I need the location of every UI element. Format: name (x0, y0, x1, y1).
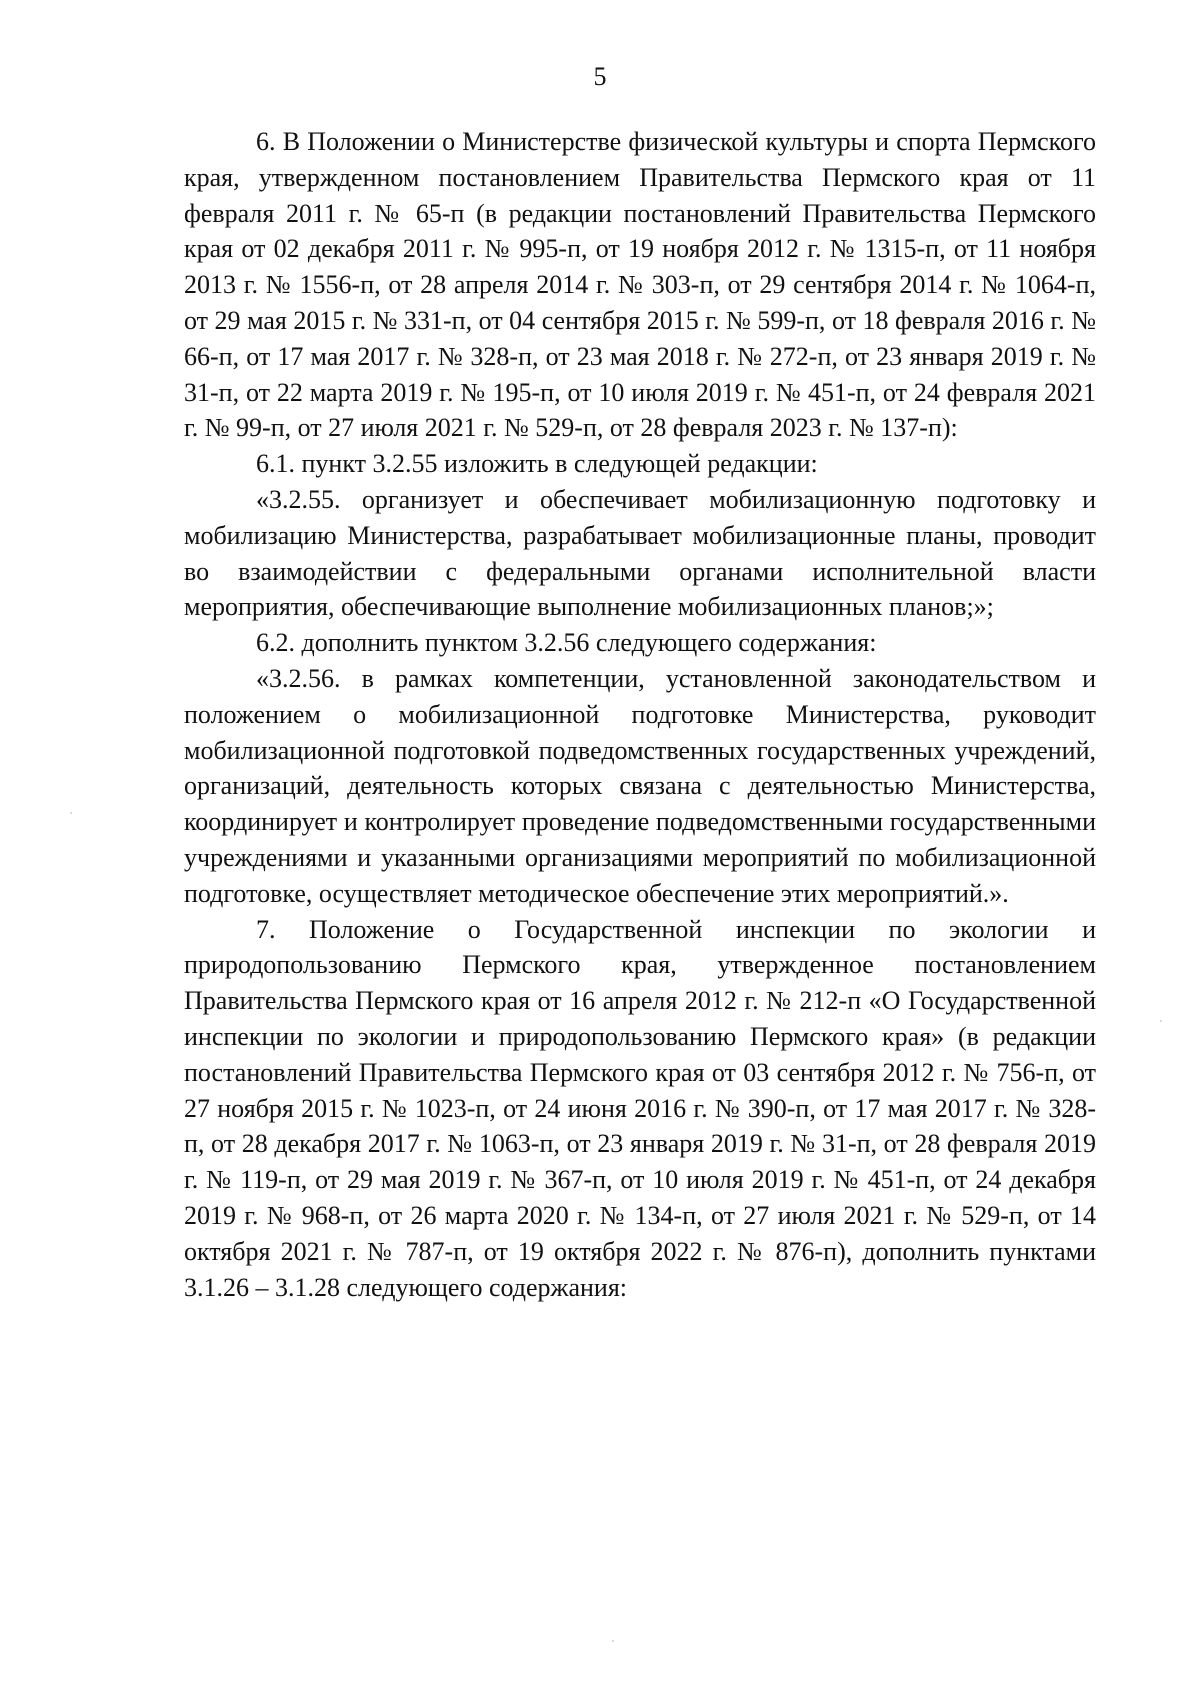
paragraph-quote-3-2-56: «3.2.56. в рамках компетенции, установленной законодательством и положением о мобилизационной подготовке Министерства, руководит мобилизационной подготовкой подведомственных государственных учреждений, организаций, деятельность которых связана с деятельностью Министерства, координирует и контролирует проведение подведомственными государственными учреждениями и указанными организациями мероприятий по мобилизационной подготовке, осуществляет методическое обеспечение этих мероприятий.». (184, 663, 1096, 908)
paragraph-item-6-2: 6.2. дополнить пунктом 3.2.56 следующего содержания: (256, 628, 877, 658)
scan-artifact (1160, 1020, 1162, 1022)
paragraph-item-7: 7. Положение о Государственной инспекции по экологии и природопользованию Пермского края, утвержденное постановлением Правительства Пермского края от 16 апреля 2012 г. № 212-п «О Государственной инспекции по экологии и природопользованию Пермского края» (в редакции постановлений Правительства Пермского края от 03 сентября 2012 г. № 756-п, от 27 ноября 2015 г. № 1023-п, от 24 июня 2016 г. № 390-п, от 17 мая 2017 г. № 328-п, от 28 декабря 2017 г. № 1063-п, от 23 января 2019 г. № 31-п, от 28 февраля 2019 г. № 119-п, от 29 мая 2019 г. № 367-п, от 10 июля 2019 г. № 451-п, от 24 декабря 2019 г. № 968-п, от 26 марта 2020 г. № 134-п, от 27 июля 2021 г. № 529-п, от 14 октября 2021 г. № 787-п, от 19 октября 2022 г. № 876-п), дополнить пунктами 3.1.26 – 3.1.28 следующего содержания: (184, 914, 1096, 1302)
paragraph-quote-3-2-55: «3.2.55. организует и обеспечивает мобилизационную подготовку и мобилизацию Министерства, разрабатывает мобилизационные планы, проводит во взаимодействии с федеральными органами исполнительной власти мероприятия, обеспечивающие выполнение мобилизационных планов;»; (184, 484, 1096, 622)
paragraph-item-6-1: 6.1. пункт 3.2.55 изложить в следующей редакции: (256, 449, 818, 479)
scan-artifact (70, 812, 72, 814)
scan-artifact (612, 1640, 614, 1642)
paragraph-item-6: 6. В Положении о Министерстве физической культуры и спорта Пермского края, утвержденном постановлением Правительства Пермского края от 11 февраля 2011 г. № 65-п (в редакции постановлений Правительства Пермского края от 02 декабря 2011 г. № 995-п, от 19 ноября 2012 г. № 1315-п, от 11 ноября 2013 г. № 1556-п, от 28 апреля 2014 г. № 303-п, от 29 сентября 2014 г. № 1064-п, от 29 мая 2015 г. № 331-п, от 04 сентября 2015 г. № 599-п, от 18 февраля 2016 г. № 66-п, от 17 мая 2017 г. № 328-п, от 23 мая 2018 г. № 272-п, от 23 января 2019 г. № 31-п, от 22 марта 2019 г. № 195-п, от 10 июля 2019 г. № 451-п, от 24 февраля 2021 г. № 99-п, от 27 июля 2021 г. № 529-п, от 28 февраля 2023 г. № 137-п): (184, 127, 1096, 443)
page-number: 5 (593, 62, 607, 91)
document-body (184, 124, 1096, 1305)
